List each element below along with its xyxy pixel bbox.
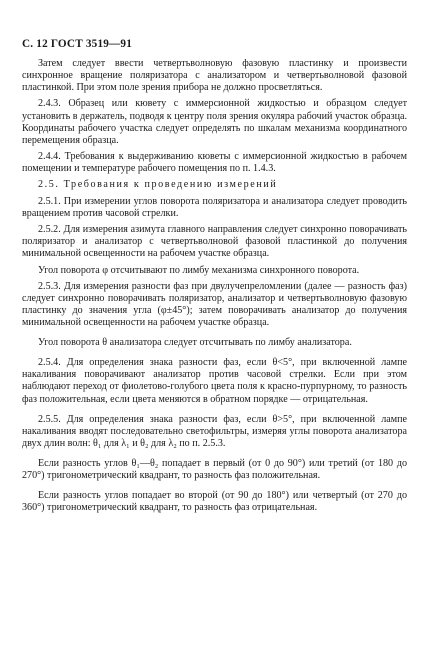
page-header: С. 12 ГОСТ 3519—91 [22,38,133,50]
paragraph-angle-phi: Угол поворота φ отсчитывают по лимбу механизма синхронного поворота. [38,264,360,276]
paragraph-negative-quadrant: Если разность углов попадает во второй (от 90 до 180°) или четвертый (от 270 до 360°) тригонометрический квадрант, то разность фаз отрицательная. [22,490,407,514]
paragraph-intro: Затем следует ввести четвертьволновую фазовую пластинку и произвести синхронное вращение поляризатора с анализатором и четвертьволновой фазовой пластинкой. При этом поле зрения прибора не должно просветляться. [22,58,407,94]
paragraph-angle-theta: Угол поворота θ анализатора следует отсчитывать по лимбу анализатора. [38,337,352,349]
paragraph-2-4-3: 2.4.3. Образец или кювету с иммерсионной жидкостью и образцом следует установить в держатель, подводя к центру поля зрения окуляра рабочий участок образца. Координаты рабочего участка следует определять по шкалам механизма координатного перемещения образца. [22,98,407,146]
paragraph-2-5-1: 2.5.1. При измерении углов поворота поляризатора и анализатора следует проводить вращением против часовой стрелки. [22,195,407,219]
paragraph-2-5-3: 2.5.3. Для измерения разности фаз при двулучепреломлении (далее — разность фаз) следует синхронно поворачивать поляризатор, анализатор и четвертьволновую фазовую пластинку до значения угла (φ±45°); затем поворачивать анализатор до получения минимальной освещенности на рабочем участке образца. [22,280,407,329]
paragraph-positive-quadrant: Если разность углов θ₁—θ₂ попадает в первый (от 0 до 90°) или третий (от 180 до 270°) тригонометрический квадрант, то разность фаз положительная. [22,457,407,482]
section-heading-2-5: 2.5. Требования к проведению измерений [38,179,278,191]
paragraph-2-5-4: 2.5.4. Для определения знака разности фаз, если θ<5°, при включенной лампе накаливания поворачивают анализатор против часовой стрелки. Если при этом наблюдают переход от фиолетово-голубого цвета поля к красно-пурпурному, то разность фаз положительная, если цвета меняются в обратном порядке — отрицательная. [22,357,407,405]
document-body [22,58,407,514]
paragraph-2-4-4: 2.4.4. Требования к выдерживанию кюветы с иммерсионной жидкостью в рабочем помещении и температуре рабочего помещения по п. 1.4.3. [22,151,407,175]
paragraph-2-5-5: 2.5.5. Для определения знака разности фаз, если θ>5°, при включенной лампе накаливания вводят последовательно светофильтры, измеряя углы поворота анализатора двух длин волн: θ₁ для λ₁ и θ₂ для λ₂ по п. 2.5.3. [22,413,407,449]
paragraph-2-5-2: 2.5.2. Для измерения азимута главного направления следует синхронно поворачивать поляризатор и анализатор с четвертьволновой фазовой пластинкой до получения минимальной освещенности на рабочем участке образца. [22,224,407,260]
